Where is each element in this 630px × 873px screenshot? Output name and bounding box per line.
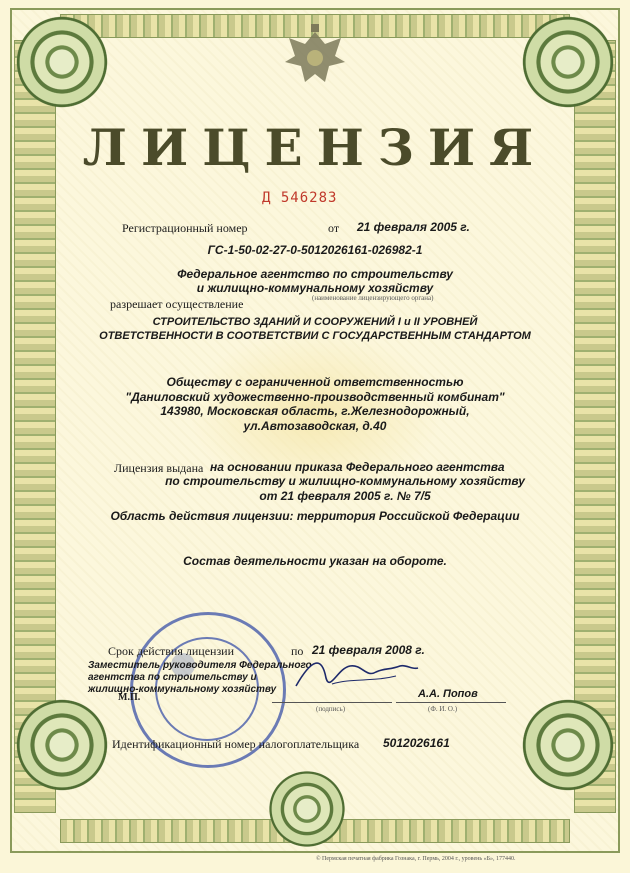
basis-line-3: от 21 февраля 2005 г. № 7/5 bbox=[259, 489, 431, 503]
coat-of-arms-icon bbox=[275, 22, 355, 92]
holder-line-1: Обществу с ограниченной ответственностью bbox=[166, 375, 464, 389]
activity-line-1: СТРОИТЕЛЬСТВО ЗДАНИЙ И СООРУЖЕНИЙ I и II УРОВНЕЙ bbox=[152, 316, 478, 328]
serial-number: Д 546283 bbox=[262, 190, 338, 206]
inn-label: Идентификационный номер налогоплательщика bbox=[112, 737, 360, 751]
basis-line-2: по строительству и жилищно-коммунальному хозяйству bbox=[165, 474, 525, 488]
date-prefix: от bbox=[328, 221, 340, 235]
signature-mark bbox=[292, 648, 422, 698]
rosette-bottom-center bbox=[267, 769, 347, 849]
issued-label: Лицензия выдана bbox=[114, 461, 204, 475]
registration-label: Регистрационный номер bbox=[122, 221, 248, 235]
signature-caption: (подпись) bbox=[316, 705, 346, 713]
permits-label: разрешает осуществление bbox=[110, 297, 244, 311]
signer-title-line-2: агентства по строительству и bbox=[88, 672, 257, 683]
signature-line bbox=[272, 702, 392, 703]
registration-number: ГС-1-50-02-27-0-5012026161-026982-1 bbox=[207, 243, 423, 257]
issuer-line-1: Федеральное агентство по строительству bbox=[177, 267, 453, 281]
registration-date: 21 февраля 2005 г. bbox=[357, 220, 470, 234]
name-caption: (Ф. И. О.) bbox=[428, 705, 458, 713]
composition-note: Состав деятельности указан на обороте. bbox=[183, 554, 447, 568]
rosette-bottom-left bbox=[14, 697, 110, 793]
rosette-bottom-right bbox=[520, 697, 616, 793]
holder-line-2: "Даниловский художественно-производственный комбинат" bbox=[125, 390, 505, 404]
scope-of-license: Область действия лицензии: территория Российской Федерации bbox=[110, 509, 520, 523]
inn-value: 5012026161 bbox=[383, 736, 450, 750]
holder-line-3: 143980, Московская область, г.Железнодорожный, bbox=[160, 404, 470, 418]
document-title: ЛИЦЕНЗИЯ bbox=[82, 118, 548, 177]
signer-title-line-1: Заместитель руководителя Федерального bbox=[88, 660, 312, 671]
rosette-top-left bbox=[14, 14, 110, 110]
seal-place-mark: М.П. bbox=[118, 692, 141, 703]
holder-line-4: ул.Автозаводская, д.40 bbox=[243, 419, 387, 433]
rosette-top-right bbox=[520, 14, 616, 110]
activity-line-2: ОТВЕТСТВЕННОСТИ В СООТВЕТСТВИИ С ГОСУДАРСТВЕННЫМ СТАНДАРТОМ bbox=[99, 330, 531, 342]
validity-prefix: по bbox=[291, 644, 304, 658]
issuer-line-2: и жилищно-коммунальному хозяйству bbox=[196, 281, 434, 295]
basis-line-1: на основании приказа Федерального агентства bbox=[210, 460, 505, 474]
signer-title-line-3: жилищно-коммунальному хозяйству bbox=[88, 684, 277, 695]
validity-label: Срок действия лицензии bbox=[108, 644, 235, 658]
printer-footer: © Пермская печатная фабрика Гознака, г. Пермь, 2004 г., уровень «Б», 177440. bbox=[316, 856, 516, 862]
signer-name: А.А. Попов bbox=[418, 688, 478, 700]
issuer-caption: (наименование лицензирующего органа) bbox=[312, 294, 434, 302]
validity-date: 21 февраля 2008 г. bbox=[312, 643, 425, 657]
name-line bbox=[396, 702, 506, 703]
